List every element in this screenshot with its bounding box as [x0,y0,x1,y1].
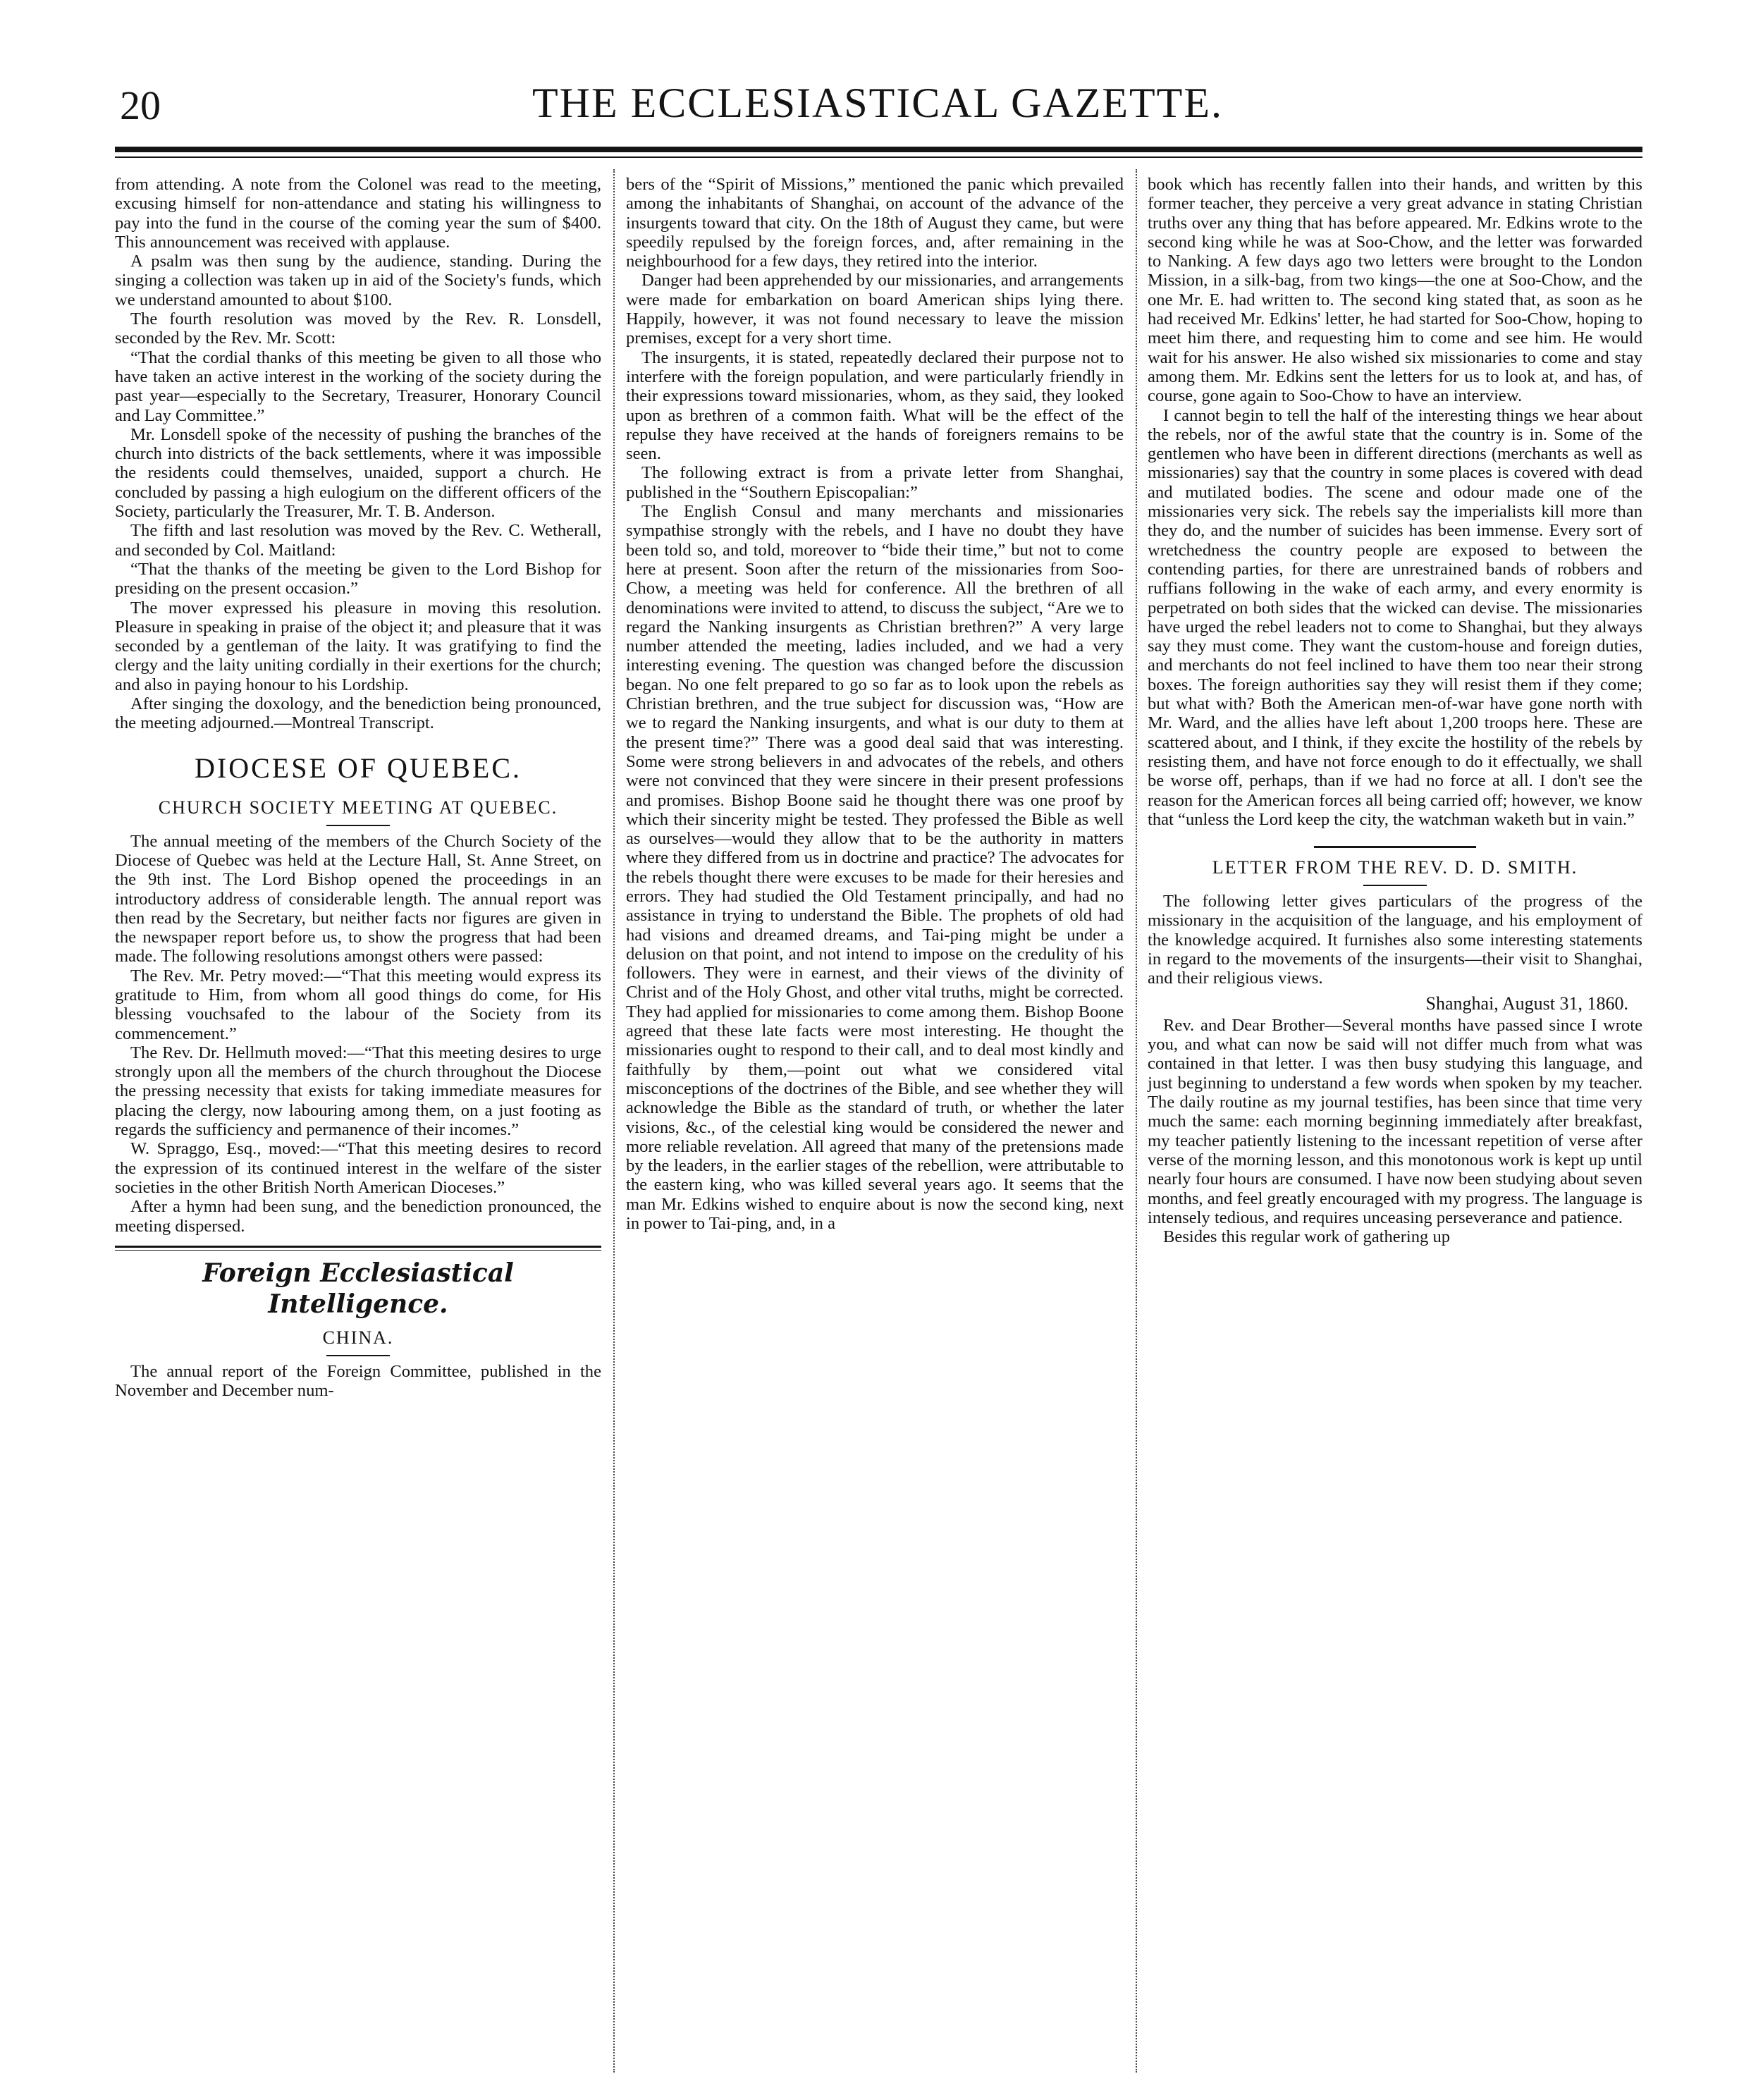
paragraph: W. Spraggo, Esq., moved:—“That this meeting desires to record the expression of its continued interest in the welfare of the sister societies in the other British North American Dioceses.” [115,1139,601,1197]
subheading-church-society-meeting: CHURCH SOCIETY MEETING AT QUEBEC. [158,797,558,818]
section-rule [1314,846,1476,848]
page-number: 20 [120,82,161,128]
paragraph: The following extract is from a private letter from Shanghai, published in the “Southern Episcopalian:” [626,463,1124,502]
paragraph: Besides this regular work of gathering up [1163,1227,1451,1247]
paragraph: Mr. Lonsdell spoke of the necessity of pushing the branches of the church into districts of the back settlements, where it was impossible the residents could themselves, unaided, support a church. He concluded by passing a high eulogium on the different officers of the Society, particularly the Treasurer, Mr. T. B. Anderson. [115,424,601,522]
resolution-quote: “That the cordial thanks of this meeting be given to all those who have taken an active interest in the working of the society during the past year—especially to the Secretary, Treasurer, Honorary Council and Lay Committee.” [115,348,601,425]
paragraph: The insurgents, it is stated, repeatedly declared their purpose not to interfere with the foreign population, and were particularly friendly in their expressions toward missionaries, whom, as they said, they looked upon as brethren of a common faith. What will be the effect of the repulse they have received at the hands of foreigners remains to be seen. [626,348,1124,464]
subheading-china: CHINA. [322,1327,394,1348]
paragraph: A psalm was then sung by the audience, standing. During the singing a collection was taken up in aid of the Society's funds, which we understand amounted to about $100. [115,252,601,309]
paragraph: The following letter gives particulars of the progress of the missionary in the acquisition of the language, and his employment of the knowledge acquired. It furnishes also some interesting statements in regard to the movements of the insurgents—their visit to Shanghai, and their religious views. [1148,892,1642,988]
column-3 [1148,175,1642,1246]
paragraph: The Rev. Mr. Petry moved:—“That this meeting would express its gratitude to Him, from whom all good things do come, for His blessing vouchsafed to the labour of the Society from its commencement.” [115,966,601,1043]
section-double-rule [115,1246,601,1251]
letter-extract: The English Consul and many merchants and missionaries sympathise strongly with the rebels, and I have no doubt they have been told so, and told, moreover to “bide their time,” but not to come here at present. Soon after the return of the missionaries from Soo-Chow, a meeting was held for conference. All the brethren of all denominations were invited to attend, to discuss the subject, “Are we to regard the Nanking insurgents as Christian brethren?” A very large number attended the meeting, ladies included, and we had a very interesting evening. The question was changed before the discussion began. No one felt prepared to go so far as to look upon the rebels as Christian brethren, and the true subject for discussion was, “How are we to regard the Nanking insurgents, and what is our duty to them at the present time?” There was a good deal said that was interesting. Some were strong believers in and advocates of the rebels, and others were not convinced that they were sincere in their present professions and promises. Bishop Boone said he thought there was one proof by which their sincerity might be tested. They professed the Bible as well as ourselves—would they allow that to be the authority in matters where they differed from us in doctrine and practice? The advocates for the rebels thought there were excuses to be made for their heresies and errors. They had studied the Old Testament principally, and had no assistance in trying to understand the Bible. The prophets of old had had visions and dreamed dreams, and Tai-ping might be under a delusion on that point, and not intend to impose on the credulity of his followers. They were in earnest, and their views of the divinity of Christ and of the Holy Ghost, and other vital truths, might be corrected. They had applied for missionaries to come among them. Bishop Boone agreed that these late facts were most interesting. He thought the missionaries ought to respond to their call, and to deal most kindly and faithfully by them,—point out what we considered vital misconceptions of the doctrines of the Bible, and see whether they will acknowledge the Bible as the standard of truth, or whether the later visions, &c., of the celestial king would be considered the newer and more reliable revelation. All agreed that many of the pretensions made by the leaders, in the earlier stages of the rebellion, were attributable to the eastern king, who was killed several years ago. It seems that the man Mr. Edkins wished to enquire about is now the second king, next in power to Tai-ping, and, in a [626,502,1124,1234]
section-heading-diocese-of-quebec: DIOCESE OF QUEBEC. [194,751,522,784]
paragraph: Rev. and Dear Brother—Several months have passed since I wrote you, and what can now be said will not differ much from what was contained in that letter. I was then busy studying this language, and just beginning to understand a few words when spoken by my teacher. The daily routine as my journal testifies, has been since that time very much the same: each morning beginning immediately after breakfast, my teacher patiently listening to the incessant repetition of verse after verse of the morning lesson, and this monotonous work is kept up until nearly four hours are consumed. I have now been studying about seven months, and feel greatly encouraged with my progress. The language is intensely tedious, and requires unceasing perseverance and patience. [1148,1015,1642,1227]
paragraph: After a hymn had been sung, and the benediction pronounced, the meeting dispersed. [115,1197,601,1236]
section-heading-letter-from-rev-smith: LETTER FROM THE REV. D. D. SMITH. [1212,857,1578,878]
column-1 [115,175,601,1400]
paragraph: Danger had been apprehended by our missionaries, and arrangements were made for embarkation on board American ships lying there. Happily, however, it was not found necessary to leave the mission premises, except for a very short time. [626,271,1124,348]
heading-rule [326,1355,390,1356]
paragraph: After singing the doxology, and the benediction being pronounced, the meeting adjourned.—Montreal Transcript. [115,694,601,733]
paragraph: The fifth and last resolution was moved by the Rev. C. Wetherall, and seconded by Col. Maitland: [115,521,601,560]
column-divider-left [613,169,615,2073]
paragraph: from attending. A note from the Colonel was read to the meeting, excusing himself for non-attendance and stating his willingness to pay into the fund in the course of the coming year the sum of $400. This announcement was received with applause. [115,175,601,252]
masthead [113,76,1642,140]
section-heading-foreign-intelligence: Foreign Ecclesiastical Intelligence. [202,1258,514,1319]
heading-rule [1363,885,1427,886]
paragraph: The Rev. Dr. Hellmuth moved:—“That this meeting desires to urge strongly upon all the members of the church throughout the Diocese the pressing necessity that exists for taking immediate measures for placing the clergy, now labouring among them, on a just footing as regards the sufficiency and permanence of their incomes.” [115,1043,601,1140]
heading-rule [326,825,390,826]
column-2 [626,175,1124,1233]
resolution-quote: “That the thanks of the meeting be given to the Lord Bishop for presiding on the present occasion.” [115,559,601,598]
paragraph: The mover expressed his pleasure in moving this resolution. Pleasure in speaking in praise of the object it; and pleasure that it was seconded by a gentleman of the laity. It was gratifying to find the clergy and the laity uniting cordially in their exertions for the church; and also in paying honour to his Lordship. [115,598,601,694]
paragraph: The fourth resolution was moved by the Rev. R. Lonsdell, seconded by the Rev. Mr. Scott: [115,309,601,348]
paragraph: I cannot begin to tell the half of the interesting things we hear about the rebels, nor of the awful state that the country is in. Some of the gentlemen who have been in different directions (merchants as well as missionaries) say that the country in some places is covered with dead and mutilated bodies. The scene and odour made one of the missionaries very sick. The rebels say the imperialists kill more than they do, and the number of suicides has been immense. Every sort of wretchedness the country people are exposed to between the contending parties, for there are unrestrained bands of robbers and ruffians following in the wake of each army, and every enormity is perpetrated on both sides that the wicked can devise. The missionaries have urged the rebel leaders not to come to Shanghai, but they always say they must come. They want the custom-house and foreign duties, and merchants do not feel inclined to have them too near their strong boxes. The foreign authorities say they will resist them if they come; but what with? Both the American men-of-war have gone north with Mr. Ward, and the allies have left about 1,200 troops here. These are scattered about, and I think, if they excite the hostility of the rebels by resisting them, and have not force enough to do it effectually, we shall be worse off, perhaps, than if we had no force at all. I don't see the reason for the American forces all being carried off; however, we know that “unless the Lord keep the city, the watchman waketh but in vain.” [1148,405,1642,829]
column-divider-right [1136,169,1137,2073]
masthead-rule-thick [115,147,1642,152]
masthead-rule-thin [115,156,1642,158]
paragraph: The annual report of the Foreign Committee, published in the November and December num- [115,1361,601,1401]
paragraph: book which has recently fallen into their hands, and written by this former teacher, they perceive a very great advance in stating Christian truths over any thing that has before appeared. Mr. Edkins wrote to the second king while he was at Soo-Chow, and the letter was forwarded to Nanking. A few days ago two letters were brought to the London Mission, in a silk-bag, from two kings—the one at Soo-Chow, and the one Mr. E. had written to. The second king stated that, as soon as he had received Mr. Edkins' letter, he had started for Soo-Chow, hoping to meet him there, and requesting him to come and see him. He would wait for his answer. He also wished six missionaries to come and stay among them. Mr. Edkins sent the letters for us to look at, and has, of course, gone again to Soo-Chow to have an interview. [1148,175,1642,406]
letter-dateline: Shanghai, August 31, 1860. [1425,993,1628,1014]
paragraph: The annual meeting of the members of the Church Society of the Diocese of Quebec was held at the Lecture Hall, St. Anne Street, on the 9th inst. The Lord Bishop opened the proceedings in an introductory address of considerable length. The annual report was then read by the Secretary, but neither facts nor figures are given in the newspaper report before us, to show the progress that had been made. The following resolutions amongst others were passed: [115,831,601,966]
newspaper-title: THE ECCLESIASTICAL GAZETTE. [532,80,1223,126]
paragraph: bers of the “Spirit of Missions,” mentioned the panic which prevailed among the inhabitants of Shanghai, on account of the advance of the insurgents toward that city. On the 18th of August they came, but were speedily repulsed by the foreign forces, and, after remaining in the neighbourhood for a few days, they retired into the interior. [626,175,1124,271]
